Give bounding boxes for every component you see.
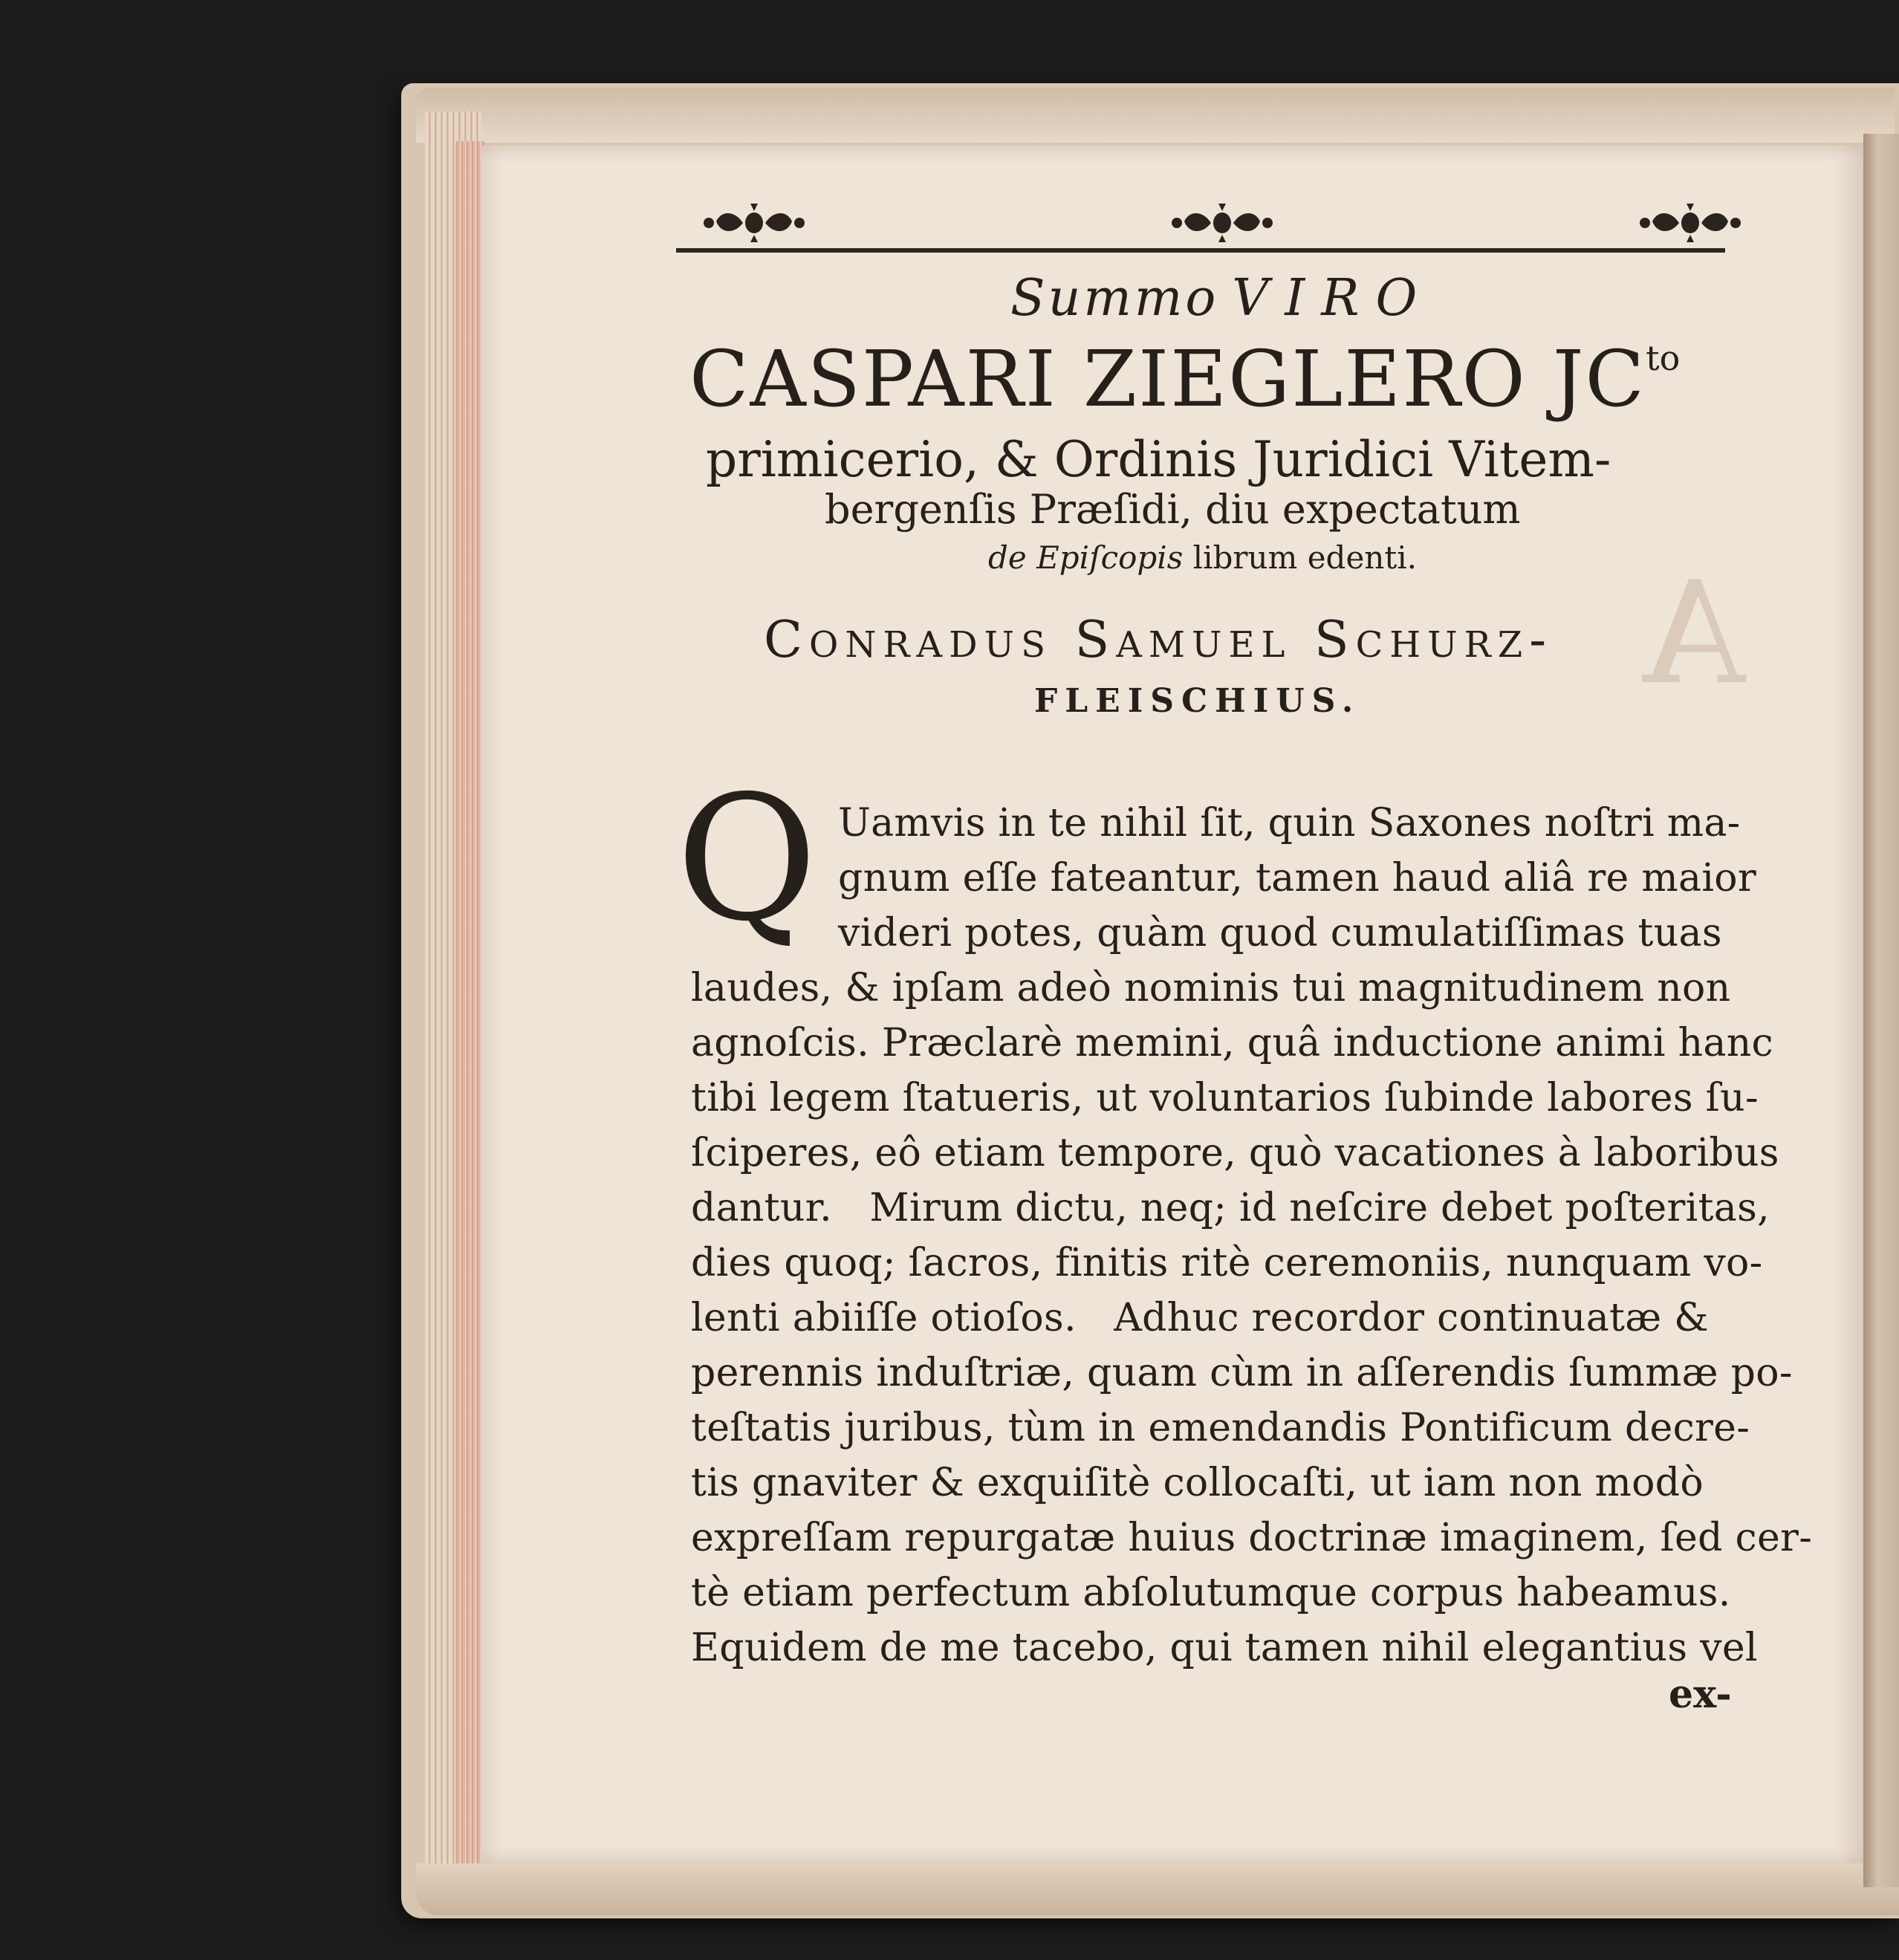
dedication-line-4: bergenſis Præſidi, diu expectatum [825, 486, 1521, 533]
body-line: Uamvis in te nihil ſit, quin Saxones noſtri ma- [838, 801, 1741, 846]
summo-text: Summo [1010, 269, 1219, 328]
body-line: dies quoq; ſacros, finitis ritè ceremoniis, nunquam vo- [691, 1241, 1763, 1285]
author-name-line-2: FLEISCHIUS. [1034, 682, 1361, 720]
book-title-italic: de Epiſcopis [988, 539, 1184, 576]
book-bottom-edge [416, 1863, 1899, 1915]
drop-cap: Q [676, 759, 818, 959]
dedication-line-5-rest: librum edenti. [1183, 539, 1418, 576]
head-ornaments [698, 201, 1746, 245]
body-line: tibi legem ſtatueris, ut voluntarios ſubinde labores ſu- [691, 1076, 1759, 1120]
body-line: tè etiam perfectum abſolutumque corpus habeamus. [691, 1571, 1731, 1615]
book-top-edge [416, 88, 1895, 143]
body-line: agnoſcis. Præclarè memini, quâ inductione animi hanc [691, 1021, 1773, 1065]
body-line: tis gnaviter & exquiſitè collocaſti, ut iam non modò [691, 1461, 1704, 1505]
author-name-line-1: Conradus Samuel Schurz- [764, 611, 1554, 669]
body-line: ſciperes, eô etiam tempore, quò vacationes à laboribus [691, 1131, 1779, 1175]
dedicatee-name-sup: to [1646, 338, 1681, 378]
body-line: lenti abiiſſe otioſos. Adhuc recordor continuatæ & [691, 1296, 1709, 1340]
gutter-edge [1863, 134, 1899, 1887]
fleuron-icon [1635, 201, 1746, 245]
catchword: ex- [1669, 1672, 1732, 1717]
dedicatee-name-text: CASPARI ZIEGLERO JC [689, 334, 1646, 424]
fleuron-icon [1166, 201, 1278, 245]
dedication-line-3: primicerio, & Ordinis Juridici Vitem- [706, 431, 1611, 488]
body-line: perennis induſtriæ, quam cùm in aſſerendis ſummæ po- [691, 1351, 1793, 1395]
show-through-letter: A [1643, 551, 1746, 715]
body-line: laudes, & ipſam adeò nominis tui magnitudinem non [691, 966, 1731, 1010]
body-line: videri potes, quàm quod cumulatiſſimas tuas [838, 911, 1722, 955]
body-line: dantur. Mirum dictu, neq; id neſcire debet poſteritas, [691, 1186, 1770, 1230]
red-page-edges [453, 141, 484, 1872]
body-line: teſtatis juribus, tùm in emendandis Pontificum decre- [691, 1406, 1750, 1450]
dedicatee-name [689, 334, 1681, 424]
dedication-line-1 [1010, 269, 1433, 328]
body-line: Equidem de me tacebo, qui tamen nihil elegantius vel [691, 1626, 1758, 1670]
body-line: gnum eſſe fateantur, tamen haud aliâ re maior [838, 856, 1757, 901]
viro-text: VIRO [1232, 269, 1434, 328]
dedication-line-5 [988, 539, 1417, 576]
head-rule [676, 248, 1725, 253]
fleuron-icon [698, 201, 810, 245]
body-line: expreſſam repurgatæ huius doctrinæ imaginem, ſed cer- [691, 1516, 1813, 1560]
